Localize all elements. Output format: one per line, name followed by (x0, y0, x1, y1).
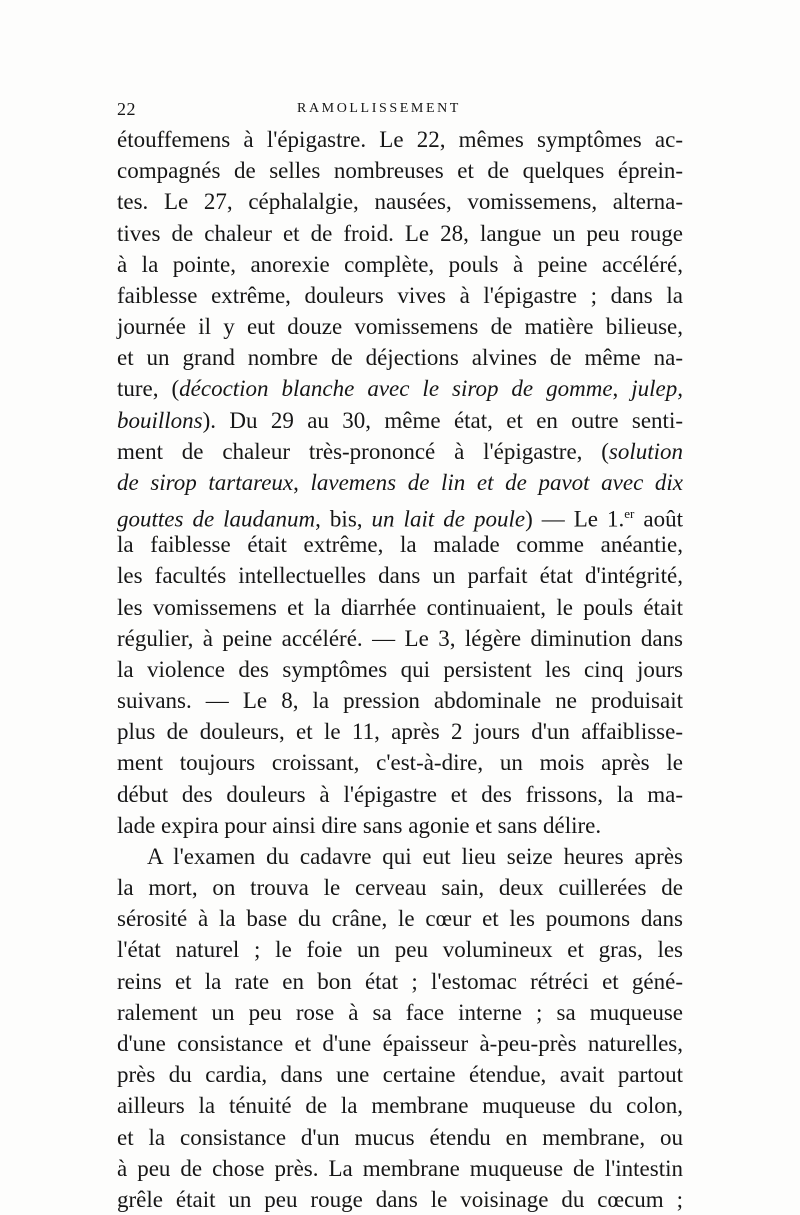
italic-remedy: un lait de poule (371, 506, 526, 532)
text-line (117, 498, 683, 532)
italic-remedy: gouttes de laudanum (117, 506, 316, 532)
text-line: suivans. — Le 8, la pression abdominale ne produisait (117, 688, 683, 714)
text-segment: ment de chaleur très-prononcé à l'épigastre, ( (117, 438, 609, 464)
text-line: ralement un peu rose à sa face interne ; sa muqueuse (117, 999, 683, 1025)
text-line: plus de douleurs, et le 11, après 2 jours d'un affaiblisse- (117, 719, 683, 745)
italic-remedy: lavemens de lin et de pavot avec dix (310, 469, 683, 495)
running-head (117, 99, 683, 121)
text-segment: , (612, 376, 632, 402)
text-line: la faiblesse était extrême, la malade comme anéantie, (117, 532, 683, 558)
text-line: tives de chaleur et de froid. Le 28, langue un peu rouge (117, 220, 683, 246)
italic-remedy: julep, (631, 376, 684, 402)
italic-remedy: bouillons (117, 407, 203, 433)
text-segment: ture, ( (117, 376, 180, 402)
paragraph-autopsy (117, 841, 683, 1215)
italic-remedy: décoction blanche avec le sirop de gomme (179, 376, 613, 402)
text-line: faiblesse extrême, douleurs vives à l'épigastre ; dans la (117, 282, 683, 308)
text-line (117, 373, 683, 404)
running-title: RAMOLLISSEMENT (297, 101, 461, 116)
text-line: lade expira pour ainsi dire sans agonie et sans délire. (117, 812, 602, 838)
text-line (117, 467, 683, 498)
text-line: les facultés intellectuelles dans un parfait état d'intégrité, (117, 563, 683, 589)
text-segment: , bis, (315, 506, 372, 532)
text-line: et un grand nombre de déjections alvines de même na- (117, 345, 683, 371)
body-text (117, 124, 683, 1215)
text-line: compagnés de selles nombreuses et de quelques éprein- (117, 158, 683, 184)
text-line: ment toujours croissant, c'est-à-dire, un mois après le (117, 750, 683, 776)
text-line: les vomissemens et la diarrhée continuaient, le pouls était (117, 594, 683, 620)
text-line: grêle était un peu rouge dans le voisinage du cœcum ; (117, 1186, 683, 1212)
text-line: reins et la rate en bon état ; l'estomac rétréci et géné- (117, 968, 683, 994)
page-number: 22 (117, 99, 136, 119)
text-line: d'une consistance et d'une épaisseur à-peu-près naturelles, (117, 1030, 683, 1056)
text-line: étouffemens à l'épigastre. Le 22, mêmes symptômes ac- (117, 127, 683, 152)
text-segment: août (634, 506, 683, 532)
text-line (117, 436, 683, 467)
text-line: à peu de chose près. La membrane muqueuse de l'intestin (117, 1155, 683, 1181)
ordinal-superscript: er (624, 506, 635, 522)
text-line: régulier, à peine accéléré. — Le 3, légère diminution dans (117, 625, 683, 651)
text-segment: ). Du 29 au 30, même état, et en outre senti- (202, 407, 683, 433)
italic-remedy: solution (608, 438, 683, 464)
paragraph-case-progression (117, 124, 683, 841)
italic-remedy: de sirop tartareux (117, 469, 294, 495)
text-line: sérosité à la base du crâne, le cœur et les poumons dans (117, 906, 683, 932)
text-line: à la pointe, anorexie complète, pouls à peine accéléré, (117, 251, 683, 277)
text-line: la mort, on trouva le cerveau sain, deux cuillerées de (117, 875, 683, 901)
text-line: tes. Le 27, céphalalgie, nausées, vomissemens, alterna- (117, 189, 683, 215)
text-line: A l'examen du cadavre qui eut lieu seize heures après (147, 843, 683, 869)
text-line: et la consistance d'un mucus étendu en membrane, ou (117, 1124, 683, 1150)
text-line: la violence des symptômes qui persistent les cinq jours (117, 656, 683, 682)
text-line: ailleurs la ténuité de la membrane muqueuse du colon, (117, 1093, 683, 1119)
text-line: l'état naturel ; le foie un peu volumineux et gras, les (117, 937, 683, 963)
text-segment: ) — Le 1. (525, 506, 625, 532)
text-line (117, 405, 683, 436)
text-segment: , (293, 469, 311, 495)
text-line: début des douleurs à l'épigastre et des frissons, la ma- (117, 781, 683, 807)
text-line: journée il y eut douze vomissemens de matière bilieuse, (117, 314, 683, 340)
text-line: près du cardia, dans une certaine étendue, avait partout (117, 1062, 683, 1088)
